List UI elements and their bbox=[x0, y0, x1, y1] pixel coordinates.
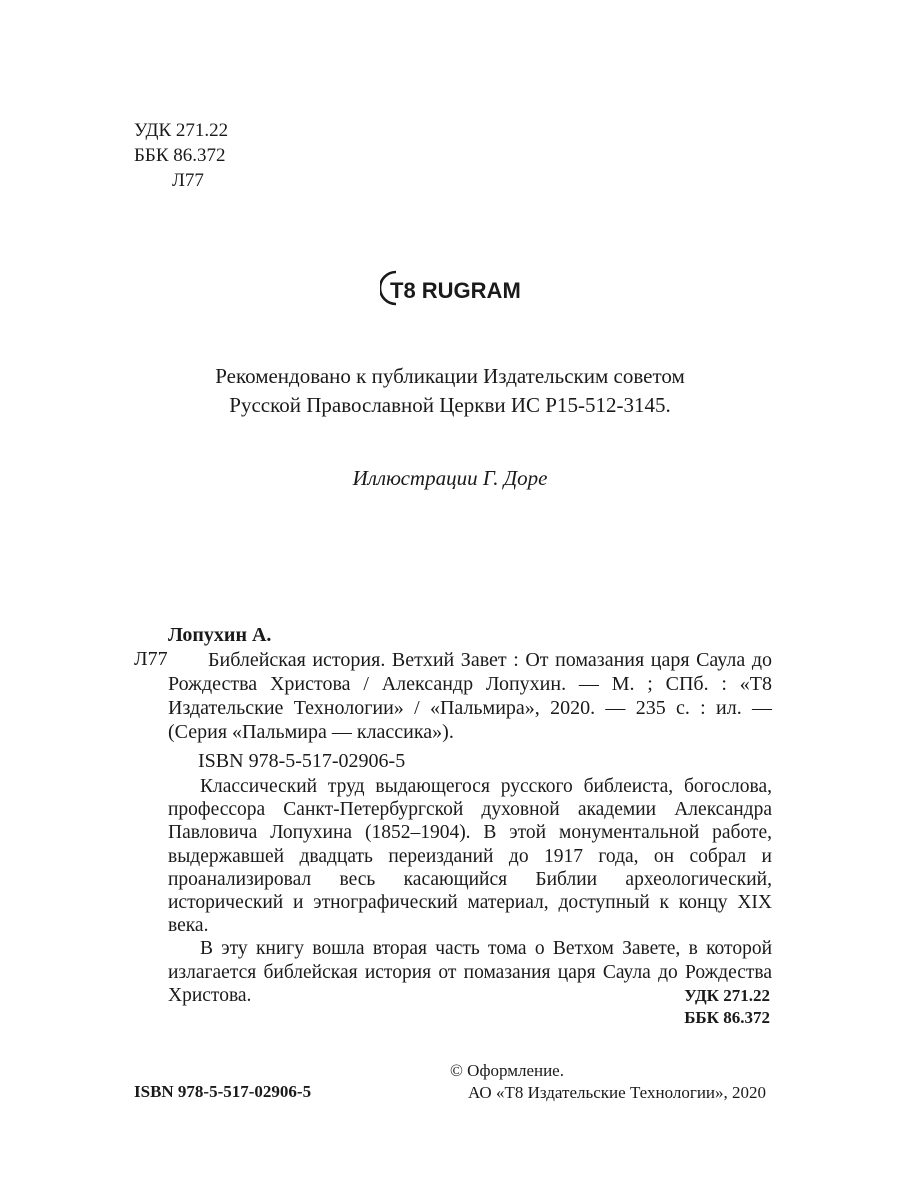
recommendation-line-2: Русской Православной Церкви ИС Р15-512-3145. bbox=[229, 393, 671, 417]
annotation-paragraph-2: В эту книгу вошла вторая часть тома о Ветхом Завете, в которой излагается библейская история от помазания царя Саула до Рождества Христова. bbox=[168, 938, 772, 1006]
logo-text: T8 RUGRAM bbox=[390, 278, 521, 303]
author-mark: Л77 bbox=[172, 170, 204, 191]
classification-codes-right bbox=[684, 985, 770, 1029]
annotation-paragraph-1: Классический труд выдающегося русского библеиста, богослова, профессора Санкт-Петербургской духовной академии Александра Павловича Лопухина (1852–1904). В этой монументальной работе, выдержавшей двадцать переизданий до 1917 года, он собрал и проанализировал весь касающийся Библии археологический, исторический и этнографический материал, доступный к концу XIX века. bbox=[168, 776, 772, 937]
catalog-mark: Л77 bbox=[134, 648, 168, 670]
copyright-notice bbox=[450, 1060, 766, 1104]
recommendation-line-1: Рекомендовано к публикации Издательским советом bbox=[215, 364, 685, 388]
bbk-code: ББК 86.372 bbox=[134, 145, 226, 166]
classification-codes-top bbox=[134, 118, 228, 193]
catalog-citation bbox=[168, 648, 772, 744]
isbn-bottom: ISBN 978-5-517-02906-5 bbox=[134, 1082, 312, 1101]
citation-text: Библейская история. Ветхий Завет : От помазания царя Саула до Рождества Христова / Александр Лопухин. — М. ; СПб. : «Т8 Издательские Технологии» / «Пальмира», 2020. — 235 с. : ил. — (Серия «Пальмира — классика»). bbox=[168, 649, 772, 743]
catalog-author: Лопухин А. bbox=[168, 624, 272, 646]
copyright-line-1: © Оформление. bbox=[450, 1061, 564, 1080]
annotation bbox=[168, 775, 772, 1007]
copyright-line-2: АО «Т8 Издательские Технологии», 2020 bbox=[468, 1083, 767, 1102]
illustrations-credit: Иллюстрации Г. Доре bbox=[352, 466, 548, 490]
publication-recommendation bbox=[130, 362, 770, 420]
udk-code-right: УДК 271.22 bbox=[684, 986, 770, 1005]
t8-rugram-logo bbox=[380, 268, 530, 308]
catalog-isbn: ISBN 978-5-517-02906-5 bbox=[198, 750, 406, 772]
t8-rugram-logo-icon bbox=[380, 268, 530, 308]
udk-code: УДК 271.22 bbox=[134, 120, 229, 141]
bbk-code-right: ББК 86.372 bbox=[684, 1008, 770, 1027]
